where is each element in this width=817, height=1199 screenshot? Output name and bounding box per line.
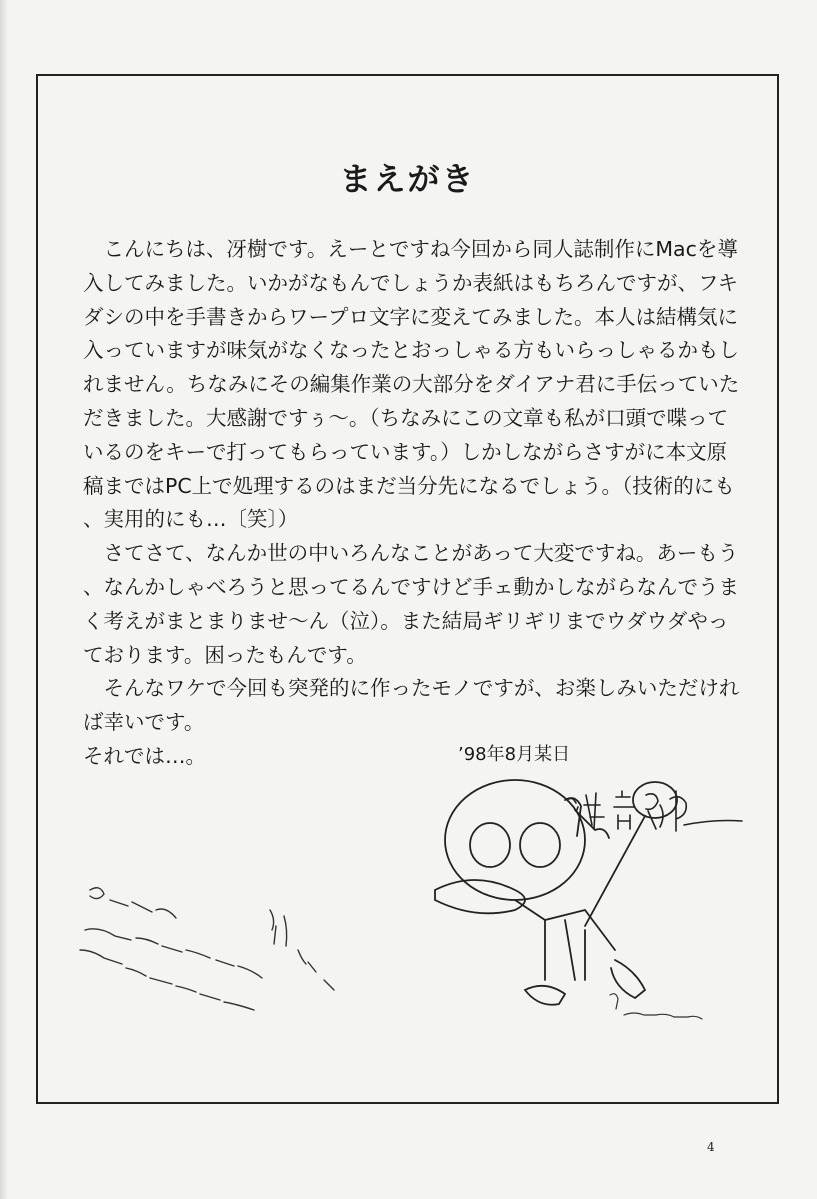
preface-line: いるのをキーで打ってもらっています。）しかしながらさすがに本文原 bbox=[83, 439, 728, 464]
page-title: まえがき bbox=[339, 160, 476, 198]
preface-body bbox=[83, 233, 743, 774]
preface-line: 、実用的にも…〔笑〕） bbox=[83, 507, 299, 532]
preface-date: ’98年8月某日 bbox=[458, 744, 571, 765]
preface-line: 入してみました。いかがなもんでしょうか表紙はもちろんですが、フキ bbox=[83, 270, 739, 295]
preface-line: く考えがまとまりませ～ん（泣）。また結局ギリギリまでウダウダやっ bbox=[83, 608, 729, 633]
handwritten-notes-image bbox=[40, 790, 370, 1030]
preface-line: それでは…。 bbox=[83, 743, 206, 768]
preface-line: ば幸いです。 bbox=[83, 710, 205, 735]
page-number: 4 bbox=[707, 1140, 715, 1154]
preface-line: こんにちは、冴樹です。えーとですね今回から同人誌制作にMacを導 bbox=[83, 237, 738, 261]
preface-line: 稿まではPC上で処理するのはまだ当分先になるでしょう。（技術的にも bbox=[83, 473, 735, 498]
illustration-note-image bbox=[600, 985, 710, 1035]
preface-line: そんなワケで今回も突発的に作ったモノですが、お楽しみいただけれ bbox=[83, 676, 740, 701]
preface-line: れません。ちなみにその編集作業の大部分をダイアナ君に手伝っていた bbox=[83, 372, 740, 397]
preface-line: 入っていますが味気がなくなったとおっしゃる方もいらっしゃるかもし bbox=[83, 338, 739, 363]
preface-line: ております。困ったもんです。 bbox=[83, 642, 367, 667]
preface-line: だきました。大感謝ですぅ～。（ちなみにこの文章も私が口頭で喋って bbox=[83, 405, 729, 430]
preface-line: 、なんかしゃべろうと思ってるんですけど手ェ動かしながらなんでうま bbox=[83, 574, 739, 599]
page-edge bbox=[0, 0, 8, 1199]
preface-line: さてさて、なんか世の中いろんなことがあって大変ですね。あーもう bbox=[83, 541, 739, 566]
preface-line: ダシの中を手書きからワープロ文字に変えてみました。本人は結構気に bbox=[83, 304, 738, 329]
